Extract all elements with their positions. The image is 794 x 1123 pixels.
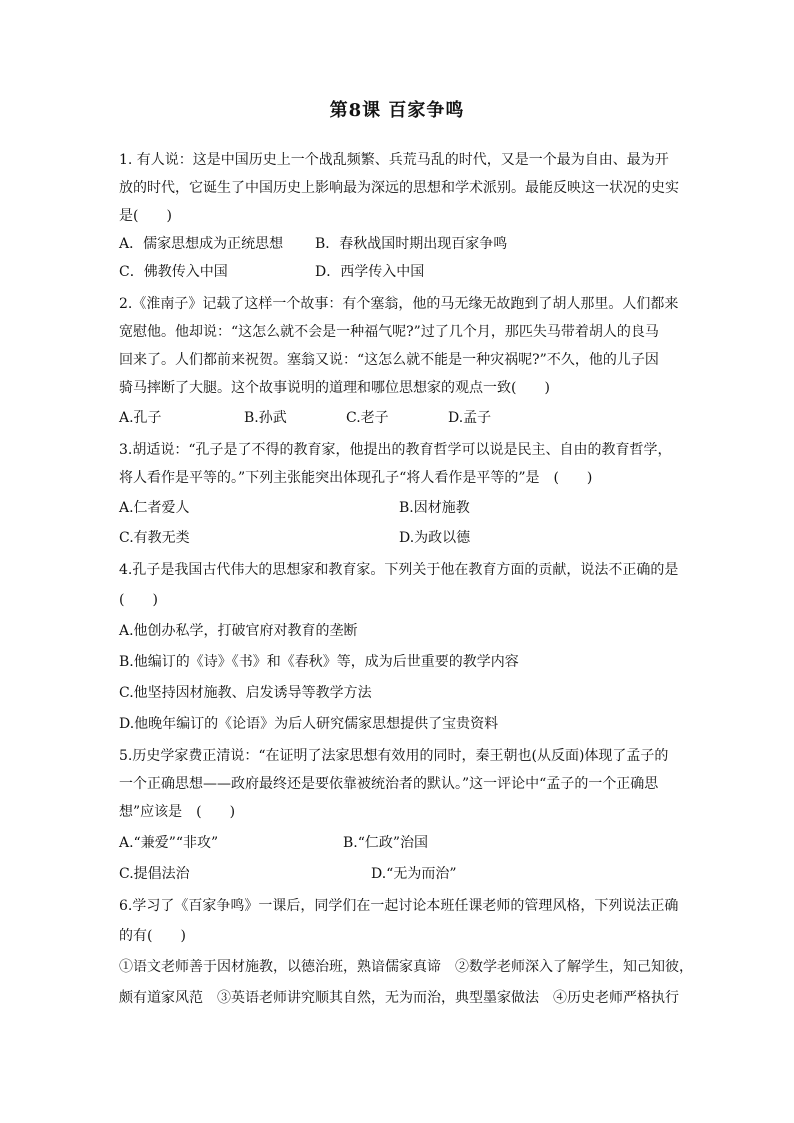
option-b: B.因材施教 <box>399 500 470 516</box>
option-d: D.“无为而治” <box>371 866 457 882</box>
option-a: A.“兼爱”“非攻” <box>119 835 219 851</box>
question-text-line: 宽慰他。他却说：“这怎么就不会是一种福气呢?”过了几个月，那匹失马带着胡人的良马 <box>119 324 659 340</box>
question-text-line: 放的时代，它诞生了中国历史上影响最为深远的思想和学术派别。最能反映这一状况的史实 <box>119 180 679 196</box>
page-title: 第8课 百家争鸣 <box>329 100 465 121</box>
option-b: B．春秋战国时期出现百家争鸣 <box>315 236 508 252</box>
option-d: D.孟子 <box>448 410 492 426</box>
option-row <box>119 524 679 552</box>
option-a: A.仁者爱人 <box>119 500 190 516</box>
option-a: A.孔子 <box>119 410 162 426</box>
question-3 <box>119 436 679 552</box>
option-row <box>119 494 679 522</box>
option-d: D.他晚年编订的《论语》为后人研究儒家思想提供了宝贵资料 <box>119 716 499 732</box>
option-row <box>119 404 679 432</box>
option-b: B.“仁政”治国 <box>343 835 429 851</box>
option-row <box>119 230 679 258</box>
question-text-line: 3.胡适说：“孔子是了不得的教育家，他提出的教育哲学可以说是民主、自由的教育哲学， <box>119 442 672 458</box>
option-row <box>119 258 679 286</box>
option-d: D．西学传入中国 <box>315 264 425 280</box>
question-list <box>119 146 693 1012</box>
question-5 <box>119 742 679 888</box>
question-text-line: 6.学习了《百家争鸣》一课后，同学们在一起讨论本班任课老师的管理风格，下列说法正确 <box>119 898 679 914</box>
option-d: D.为政以德 <box>399 530 471 546</box>
option-b: B.他编订的《诗》《书》和《春秋》等，成为后世重要的教学内容 <box>119 654 519 670</box>
option-row <box>119 860 679 888</box>
option-c: C．佛教传入中国 <box>119 264 228 280</box>
question-4 <box>119 556 679 738</box>
question-text-line: 4.孔子是我国古代伟大的思想家和教育家。下列关于他在教育方面的贡献，说法不正确的是 <box>119 562 679 578</box>
question-1 <box>119 146 679 286</box>
question-text-line: ①语文老师善于因材施教，以德治班，熟谙儒家真谛 ②数学老师深入了解学生，知己知彼， <box>119 959 693 975</box>
question-text-line: 将人看作是平等的。”下列主张能突出体现孔子“将人看作是平等的”是 ( ) <box>119 470 593 486</box>
question-text-line: 2.《淮南子》记载了这样一个故事：有个塞翁，他的马无缘无故跑到了胡人那里。人们都来 <box>119 296 679 312</box>
question-text-line: 回来了。人们都前来祝贺。塞翁又说：“这怎么就不能是一种灾祸呢?”不久，他的儿子因 <box>119 352 659 368</box>
option-a: A.他创办私学，打破官府对教育的垄断 <box>119 623 358 639</box>
option-c: C.有教无类 <box>119 530 190 546</box>
question-2 <box>119 290 679 432</box>
option-c: C.提倡法治 <box>119 866 190 882</box>
option-row <box>119 829 679 857</box>
option-c: C.他坚持因材施教、启发诱导等教学方法 <box>119 685 372 701</box>
question-text-line: 1. 有人说：这是中国历史上一个战乱频繁、兵荒马乱的时代，又是一个最为自由、最为开 <box>119 152 669 168</box>
question-6 <box>119 892 693 1012</box>
question-text-line: 是( ) <box>119 208 172 224</box>
question-text-line: 5.历史学家费正清说：“在证明了法家思想有效用的同时，秦王朝也(从反面)体现了孟子的 <box>119 748 669 764</box>
question-text-line: 想”应该是 ( ) <box>119 804 236 820</box>
question-text-line: 骑马摔断了大腿。这个故事说明的道理和哪位思想家的观点一致( ) <box>119 380 550 396</box>
option-a: A．儒家思想成为正统思想 <box>119 236 284 252</box>
question-text-line: 颇有道家风范 ③英语老师讲究顺其自然，无为而治，典型墨家做法 ④历史老师严格执行 <box>119 990 679 1006</box>
option-b: B.孙武 <box>244 410 287 426</box>
question-text-line: 的有( ) <box>119 928 186 944</box>
question-text-line: 一个正确思想——政府最终还是要依靠被统治者的默认。”这一评论中“孟子的一个正确思 <box>119 776 659 792</box>
question-text-line: ( ) <box>119 592 158 608</box>
option-c: C.老子 <box>346 410 389 426</box>
